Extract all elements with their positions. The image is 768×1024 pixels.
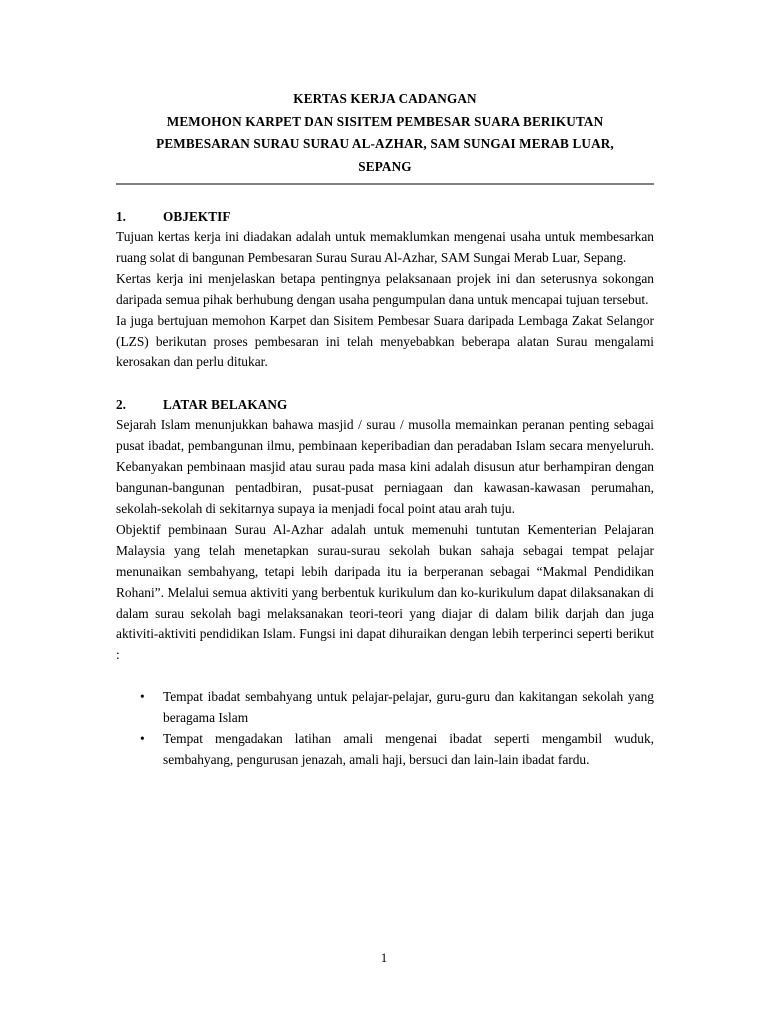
title-divider (116, 183, 654, 185)
section-title-1: OBJEKTIF (163, 209, 231, 224)
page-number: 1 (380, 951, 388, 965)
title-line-4: SEPANG (358, 158, 412, 174)
section-heading-latar-belakang (116, 395, 654, 415)
section-number-2: 2. (116, 397, 126, 413)
document-content (116, 88, 654, 771)
paragraph: Objektif pembinaan Surau Al-Azhar adalah untuk memenuhi tuntutan Kementerian Pelajaran Malaysia yang telah menetapkan surau-surau sekolah bukan sahaja sebagai tempat pelajar menunaikan sembahyang, tetapi lebih daripada itu ia berperanan sebagai “Makmal Pendidikan Rohani”. Melalui semua aktiviti yang berbentuk kurikulum dan ko-kurikulum dapat dilaksanakan di dalam surau sekolah bagi melaksanakan teori-teori yang diajar di dalam bilik darjah dan juga aktiviti-aktiviti pendidikan Islam. Fungsi ini dapat dihuraikan dengan lebih terperinci seperti berikut : (116, 521, 654, 663)
list-item-text: Tempat mengadakan latihan amali mengenai ibadat seperti mengambil wuduk, sembahyang, pengurusan jenazah, amali haji, bersuci dan lain-lain ibadat fardu. (163, 731, 654, 767)
list-item-text: Tempat ibadat sembahyang untuk pelajar-pelajar, guru-guru dan kakitangan sekolah yang beragama Islam (163, 689, 654, 726)
bullet-marker-icon: • (140, 731, 145, 747)
section-number-1: 1. (116, 209, 126, 224)
paragraph: Sejarah Islam menunjukkan bahawa masjid / surau / musolla memainkan peranan penting sebagai pusat ibadat, pembangunan ilmu, pembinaan keperibadian dan peradaban Islam secara menyeluruh. Kebanyakan pembinaan masjid atau surau pada masa kini adalah disusun atur berhampiran dengan bangunan-bangunan pentadbiran, pusat-pusat perniagaan dan kawasan-kawasan perumahan, sekolah-sekolah di sekitarnya supaya ia menjadi focal point atau arah tuju. (116, 417, 654, 516)
list-item (116, 729, 654, 771)
title-line-3: PEMBESARAN SURAU SURAU AL-AZHAR, SAM SUNGAI MERAB LUAR, (156, 136, 614, 151)
list-item (116, 687, 654, 729)
paragraph: Kertas kerja ini menjelaskan betapa pentingnya pelaksanaan projek ini dan seterusnya sokongan daripada semua pihak berhubung dengan usaha pengumpulan dana untuk mencapai tujuan tersebut. (116, 270, 654, 307)
bullet-list (116, 687, 654, 771)
paragraph: Ia juga bertujuan memohon Karpet dan Sisitem Pembesar Suara daripada Lembaga Zakat Selangor (LZS) berikutan proses pembesaran ini telah menyebabkan beberapa alatan Surau mengalami kerosakan dan perlu ditukar. (116, 312, 654, 370)
section-heading-objektif (116, 207, 654, 227)
document-title (116, 88, 654, 178)
bullet-marker-icon: • (140, 689, 145, 705)
title-line-2: MEMOHON KARPET DAN SISITEM PEMBESAR SUARA BERIKUTAN (166, 113, 604, 129)
title-line-1: KERTAS KERJA CADANGAN (293, 91, 477, 106)
section-title-2: LATAR BELAKANG (163, 397, 288, 413)
paragraph: Tujuan kertas kerja ini diadakan adalah untuk memaklumkan mengenai usaha untuk membesarkan ruang solat di bangunan Pembesaran Surau Surau Al-Azhar, SAM Sungai Merab Luar, Sepang. (116, 229, 654, 265)
